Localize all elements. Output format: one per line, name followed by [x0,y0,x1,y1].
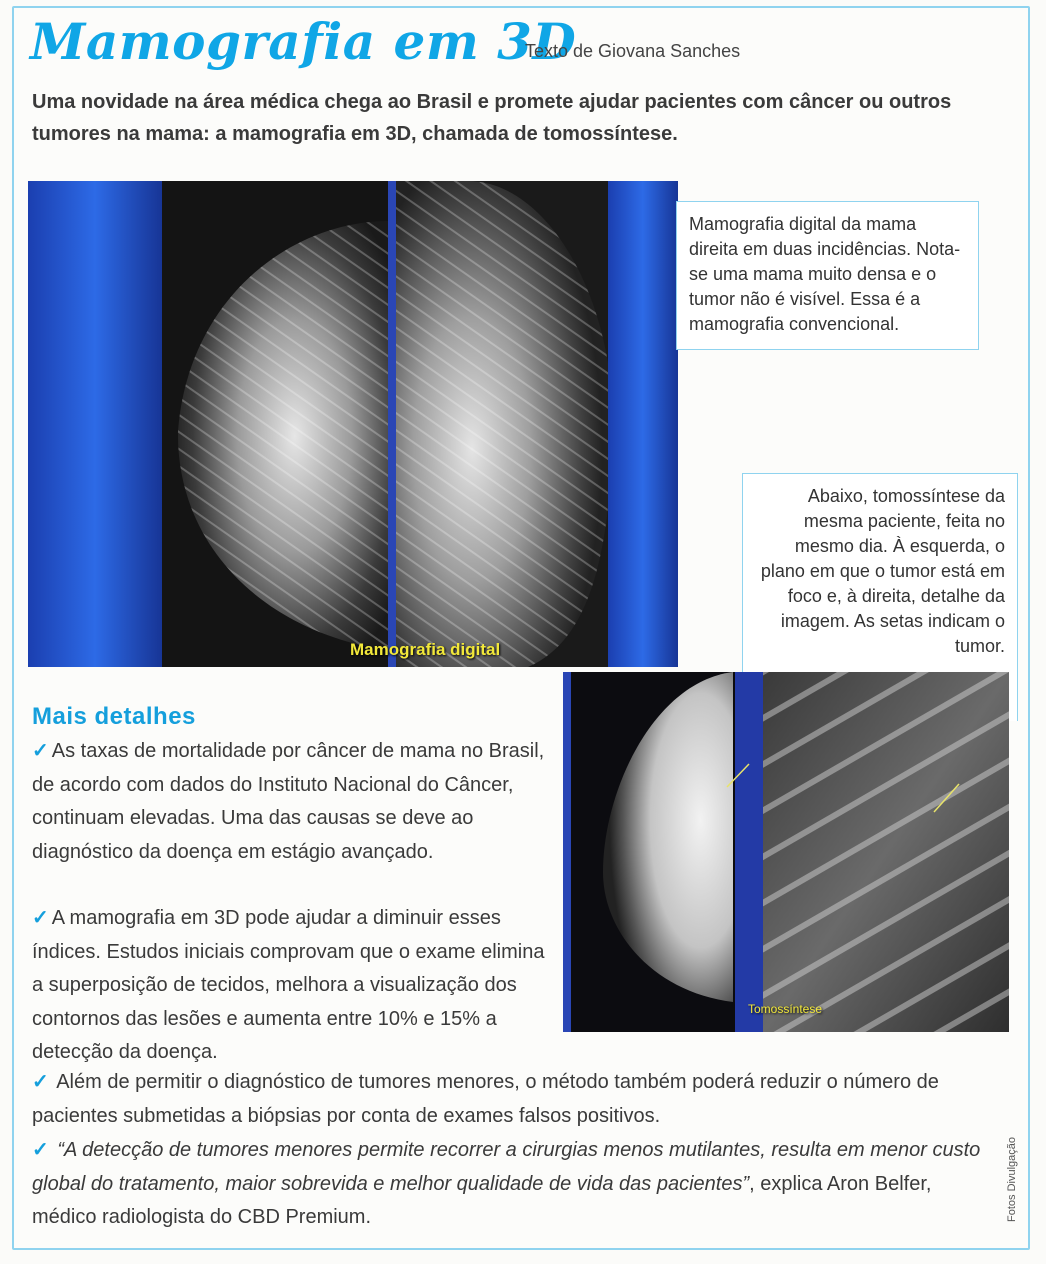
check-icon: ✓ [32,1071,49,1093]
check-icon: ✓ [32,1139,49,1161]
tomosynthesis-image [563,672,1009,1032]
mammography-caption: Mamografia digital da mama direita em duas incidências. Nota-se uma mama muito densa e o tumor não é visível. Essa é a mamografia convencional. [676,201,979,350]
bullet-3-text: Além de permitir o diagnóstico de tumores menores, o método também poderá reduzir o número de pacientes submetidas a biópsias por conta de exames falsos positivos. [32,1071,939,1127]
article-title: Mamografia em 3D [30,12,577,71]
tomosynthesis-caption: Abaixo, tomossíntese da mesma paciente, feita no mesmo dia. À esquerda, o plano em que o tumor está em foco e, à direita, detalhe da imagem. As setas indicam o tumor. [742,473,1018,721]
lead-paragraph: Uma novidade na área médica chega ao Brasil e promete ajudar pacientes com câncer ou outros tumores na mama: a mamografia em 3D, chamada de tomossíntese. [32,91,952,145]
details-heading: Mais detalhes [32,703,196,730]
details-quote [32,1134,997,1235]
details-bullet-1 [32,735,546,869]
check-icon: ✓ [32,907,49,929]
byline: Texto de Giovana Sanches [525,41,741,61]
bullet-2-text: A mamografia em 3D pode ajudar a diminuir esses índices. Estudos iniciais comprovam que o exame elimina a superposição de tecidos, melhora a visualização dos contornos das lesões e aumenta entre 10% e 15% a detecção da doença. [32,907,545,1063]
details-bullet-2 [32,902,546,1070]
mammography-digital-image [28,181,678,667]
quote-text: “A detecção de tumores menores permite recorrer a cirurgias menos mutilantes, resulta em menor custo global do tratamento, maior sobrevida e melhor qualidade de vida das pacientes” [32,1139,981,1195]
bullet-1-text: As taxas de mortalidade por câncer de mama no Brasil, de acordo com dados do Instituto Nacional do Câncer, continuam elevadas. Uma das causas se deve ao diagnóstico da doença em estágio avançado. [32,740,545,863]
mammography-label: Mamografia digital [350,640,501,659]
quote-attribution: , explica Aron Belfer, médico radiologista do CBD Premium. [32,1172,932,1228]
details-bullet-3 [32,1066,970,1133]
check-icon: ✓ [32,740,49,762]
tomosynthesis-label: Tomossíntese [748,1002,823,1016]
photo-credit: Fotos Divulgação [1006,1137,1018,1222]
